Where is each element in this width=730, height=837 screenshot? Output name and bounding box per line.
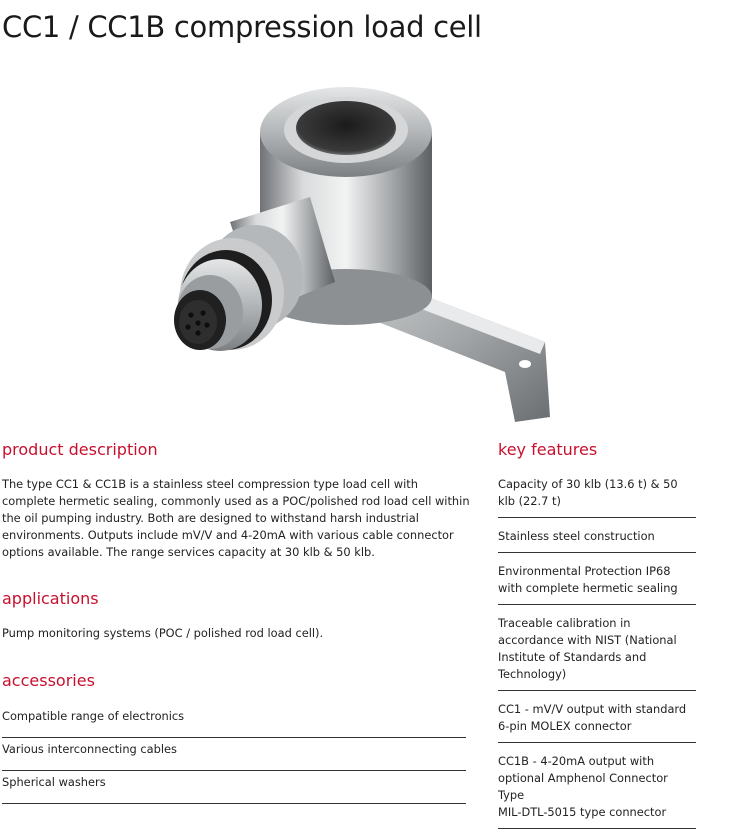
key-features-heading: key features (498, 440, 598, 459)
applications-text: Pump monitoring systems (POC / polished rod load cell). (2, 626, 324, 640)
accessories-heading: accessories (2, 671, 95, 690)
accessory-item: Various interconnecting cables (2, 738, 466, 771)
product-description-heading: product description (2, 440, 158, 459)
accessory-item: Compatible range of electronics (2, 705, 466, 738)
feature-item: Capacity of 30 klb (13.6 t) & 50 klb (22.7 t) (498, 474, 696, 518)
feature-item: Stainless steel construction (498, 526, 696, 553)
feature-item: Traceable calibration in accordance with NIST (National Institute of Standards and Technology) (498, 613, 696, 691)
accessories-list (2, 705, 466, 804)
feature-item: CC1 - mV/V output with standard 6-pin MOLEX connector (498, 699, 696, 743)
feature-item: Environmental Protection IP68 with complete hermetic sealing (498, 561, 696, 605)
product-description-text: The type CC1 & CC1B is a stainless steel compression type load cell with complete hermetic sealing, commonly used as a POC/polished rod load cell within the oil pumping industry. Both are designed to withstand harsh industrial environments. Outputs include mV/V and 4-20mA with various cable connector options available. The range services capacity at 30 klb & 50 klb. (2, 477, 470, 559)
key-features-list (498, 474, 696, 837)
feature-item-line: MIL-DTL-5015 type connector (498, 805, 667, 819)
feature-item (498, 751, 696, 829)
applications-heading: applications (2, 589, 99, 608)
accessory-item: Spherical washers (2, 771, 466, 804)
feature-item-line: CC1B - 4-20mA output with optional Amphenol Connector Type (498, 754, 668, 802)
page-title: CC1 / CC1B compression load cell (2, 10, 482, 44)
product-image (160, 72, 580, 424)
